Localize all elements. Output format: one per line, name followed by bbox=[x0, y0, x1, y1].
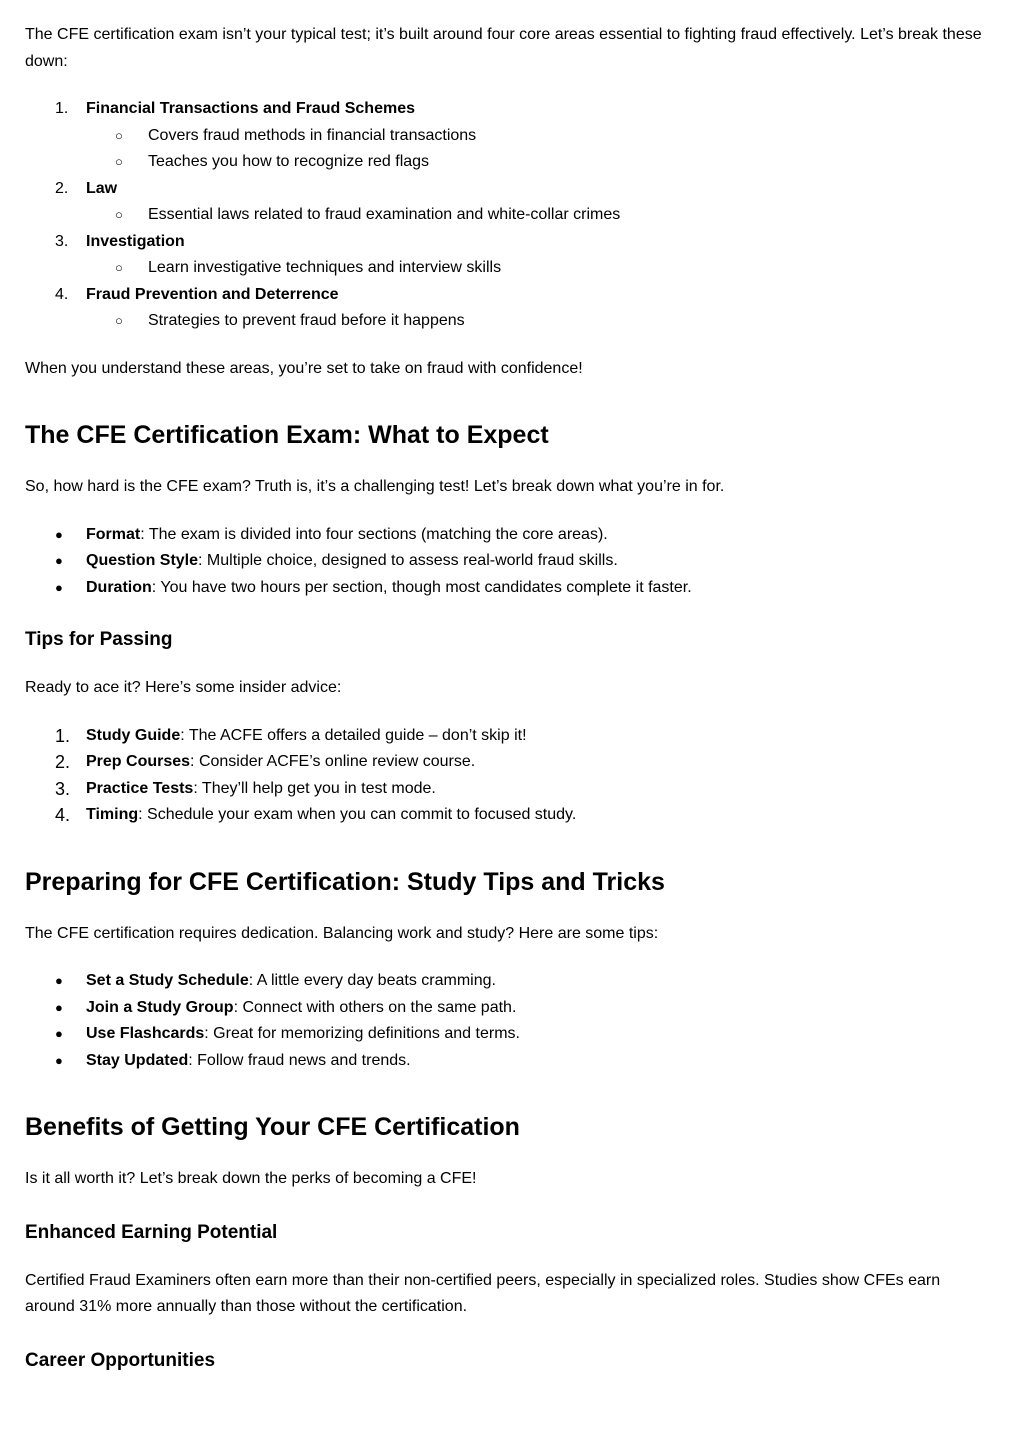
list-item bbox=[25, 1048, 985, 1075]
list-item bbox=[25, 176, 985, 203]
list-item-text: : Follow fraud news and trends. bbox=[188, 1051, 411, 1069]
sub-item-text: Covers fraud methods in financial transactions bbox=[148, 126, 477, 144]
list-item bbox=[25, 229, 985, 256]
list-item-label: Duration bbox=[86, 578, 152, 596]
list-number: 1. bbox=[55, 725, 71, 746]
benefits-section-heading: Benefits of Getting Your CFE Certification bbox=[25, 1113, 520, 1141]
list-item-label: Join a Study Group bbox=[86, 998, 234, 1016]
sub-list-item bbox=[25, 308, 985, 335]
list-item-text: : You have two hours per section, though most candidates complete it faster. bbox=[151, 578, 692, 596]
list-item-label: Prep Courses bbox=[86, 753, 191, 770]
list-item-label: Timing bbox=[86, 806, 139, 823]
list-item-title: Financial Transactions and Fraud Schemes bbox=[86, 100, 415, 117]
bullet-icon: ● bbox=[55, 1026, 63, 1041]
list-item bbox=[25, 548, 985, 575]
list-item-label: Format bbox=[86, 525, 141, 543]
tips-intro-paragraph: Ready to ace it? Here’s some insider advice: bbox=[25, 679, 342, 696]
hollow-bullet-icon: ○ bbox=[115, 154, 123, 169]
list-item-text: : Consider ACFE’s online review course. bbox=[190, 753, 476, 770]
bullet-icon: ● bbox=[55, 999, 63, 1015]
hollow-bullet-icon: ○ bbox=[115, 127, 123, 143]
list-item-text: : The exam is divided into four sections (matching the core areas). bbox=[140, 525, 608, 543]
list-number: 3. bbox=[55, 778, 71, 799]
list-number: 4. bbox=[55, 285, 69, 303]
list-item-label: Use Flashcards bbox=[86, 1025, 205, 1042]
bullet-icon: ● bbox=[55, 1052, 63, 1068]
sub-list-item bbox=[25, 149, 985, 176]
list-number: 4. bbox=[55, 805, 71, 825]
list-item bbox=[25, 96, 985, 123]
list-item bbox=[25, 282, 985, 309]
hollow-bullet-icon: ○ bbox=[115, 260, 123, 275]
list-item-text: : The ACFE offers a detailed guide – don’t skip it! bbox=[180, 726, 527, 744]
list-item-label: Set a Study Schedule bbox=[86, 972, 249, 989]
prep-section-heading: Preparing for CFE Certification: Study Tips and Tricks bbox=[25, 867, 665, 896]
list-item bbox=[25, 995, 985, 1022]
list-item bbox=[25, 723, 985, 750]
hollow-bullet-icon: ○ bbox=[115, 207, 123, 222]
sub-list-item bbox=[25, 202, 985, 229]
study-tips-list bbox=[25, 968, 985, 1074]
list-item-title: Fraud Prevention and Deterrence bbox=[86, 285, 339, 303]
list-item-label: Study Guide bbox=[86, 726, 181, 744]
earning-paragraph: Certified Fraud Examiners often earn more than their non-certified peers, especially in specialized roles. Studies show CFEs earn around 31% more annually than those without the certification. bbox=[25, 1271, 941, 1315]
sub-item-text: Teaches you how to recognize red flags bbox=[148, 153, 430, 170]
exam-section-heading: The CFE Certification Exam: What to Expect bbox=[25, 421, 549, 449]
document-page bbox=[25, 22, 985, 1374]
earning-heading: Enhanced Earning Potential bbox=[25, 1221, 278, 1243]
tips-list bbox=[25, 723, 985, 829]
intro-paragraph: The CFE certification exam isn’t your typical test; it’s built around four core areas essential to fighting fraud effectively. Let’s break these down: bbox=[25, 26, 982, 70]
core-areas-list bbox=[25, 96, 985, 335]
list-item-text: : Great for memorizing definitions and terms. bbox=[204, 1025, 520, 1042]
list-item-text: : A little every day beats cramming. bbox=[248, 972, 496, 989]
benefits-intro-paragraph: Is it all worth it? Let’s break down the perks of becoming a CFE! bbox=[25, 1170, 477, 1187]
sub-item-text: Learn investigative techniques and interview skills bbox=[148, 259, 502, 276]
sub-item-text: Essential laws related to fraud examination and white-collar crimes bbox=[148, 206, 621, 223]
list-item-text: : Schedule your exam when you can commit to focused study. bbox=[138, 806, 577, 823]
list-item-label: Stay Updated bbox=[86, 1051, 189, 1069]
list-item bbox=[25, 749, 985, 776]
list-item-title: Investigation bbox=[86, 232, 185, 250]
list-number: 1. bbox=[55, 100, 69, 117]
bullet-icon: ● bbox=[55, 526, 63, 542]
list-item bbox=[25, 1021, 985, 1048]
list-item-title: Law bbox=[86, 179, 118, 197]
list-item-text: : They’ll help get you in test mode. bbox=[193, 779, 436, 797]
bullet-icon: ● bbox=[55, 579, 63, 595]
list-item-label: Practice Tests bbox=[86, 779, 194, 797]
list-number: 2. bbox=[55, 179, 69, 197]
sub-list-item bbox=[25, 255, 985, 282]
list-item bbox=[25, 575, 985, 602]
sub-list-item bbox=[25, 123, 985, 150]
exam-format-list bbox=[25, 522, 985, 602]
bullet-icon: ● bbox=[55, 553, 63, 568]
list-item bbox=[25, 968, 985, 995]
exam-intro-paragraph: So, how hard is the CFE exam? Truth is, it’s a challenging test! Let’s break down what you’re in for. bbox=[25, 478, 725, 495]
core-closing-paragraph: When you understand these areas, you’re set to take on fraud with confidence! bbox=[25, 359, 583, 377]
list-item-text: : Connect with others on the same path. bbox=[233, 998, 517, 1016]
tips-section-heading: Tips for Passing bbox=[25, 629, 173, 650]
prep-intro-paragraph: The CFE certification requires dedication. Balancing work and study? Here are some tips: bbox=[25, 924, 659, 942]
career-heading: Career Opportunities bbox=[25, 1349, 216, 1371]
list-item-text: : Multiple choice, designed to assess real-world fraud skills. bbox=[198, 552, 618, 569]
hollow-bullet-icon: ○ bbox=[115, 313, 123, 328]
list-number: 3. bbox=[55, 232, 69, 250]
list-item bbox=[25, 776, 985, 803]
list-item bbox=[25, 522, 985, 549]
list-number: 2. bbox=[55, 752, 71, 772]
list-item-label: Question Style bbox=[86, 552, 199, 569]
list-item bbox=[25, 802, 985, 829]
sub-item-text: Strategies to prevent fraud before it happens bbox=[148, 312, 465, 329]
bullet-icon: ● bbox=[55, 973, 63, 988]
